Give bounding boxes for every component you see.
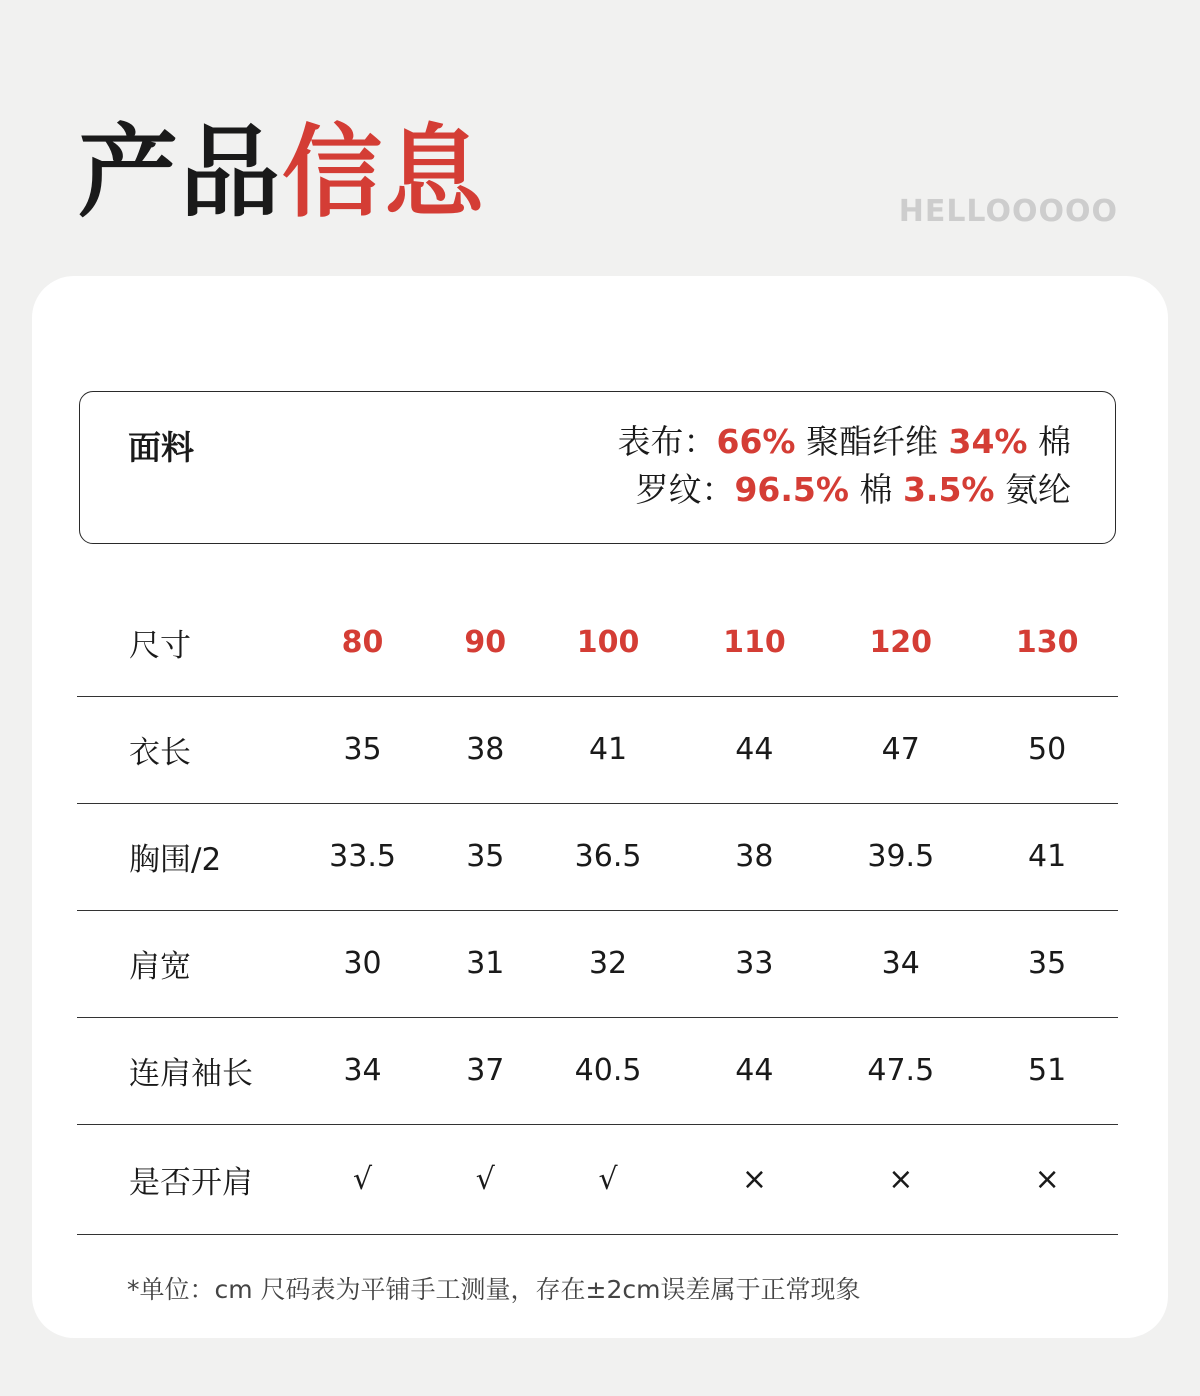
shell-mat2: 棉 xyxy=(1038,422,1071,461)
table-cell: 47.5 xyxy=(825,1017,976,1124)
table-row xyxy=(77,910,1118,1017)
size-header-label: 尺寸 xyxy=(129,627,191,664)
cross-mark: × xyxy=(825,1124,976,1234)
table-cell: 34 xyxy=(825,910,976,1017)
table-cell: 35 xyxy=(287,696,438,803)
table-cell: 47 xyxy=(825,696,976,803)
size-header-cell: 90 xyxy=(464,624,507,660)
size-header-cell: 120 xyxy=(869,624,933,660)
size-header-cell: 80 xyxy=(341,624,384,660)
table-cell: 37 xyxy=(438,1017,532,1124)
table-cell: 44 xyxy=(684,696,826,803)
row-label: 肩宽 xyxy=(77,910,287,1017)
row-label: 是否开肩 xyxy=(77,1124,287,1234)
table-cell: 38 xyxy=(684,803,826,910)
info-card xyxy=(32,276,1168,1338)
size-table xyxy=(77,589,1118,1235)
fabric-label: 面料 xyxy=(128,428,194,467)
rib-mat1: 棉 xyxy=(859,470,893,509)
size-header-row xyxy=(77,589,1118,696)
table-cell: 41 xyxy=(533,696,684,803)
rib-prefix: 罗纹： xyxy=(635,470,735,509)
size-header-cell: 110 xyxy=(723,624,786,660)
check-mark: √ xyxy=(287,1124,438,1234)
size-header-cell: 100 xyxy=(576,624,640,660)
table-cell: 35 xyxy=(976,910,1118,1017)
row-label: 连肩袖长 xyxy=(77,1017,287,1124)
table-cell: 32 xyxy=(533,910,684,1017)
table-cell: 38 xyxy=(438,696,532,803)
table-cell: 39.5 xyxy=(825,803,976,910)
cross-mark: × xyxy=(976,1124,1118,1234)
table-cell: 50 xyxy=(976,696,1118,803)
table-cell: 51 xyxy=(976,1017,1118,1124)
fabric-line-shell xyxy=(618,418,1072,466)
title-part2: 信息 xyxy=(282,114,486,231)
shell-pct2: 34% xyxy=(948,422,1028,461)
title-part1: 产品 xyxy=(78,114,282,231)
rib-pct2: 3.5% xyxy=(902,470,995,509)
table-cell: 35 xyxy=(438,803,532,910)
table-cell: 34 xyxy=(287,1017,438,1124)
size-header-cell: 130 xyxy=(1015,624,1079,660)
check-mark: √ xyxy=(438,1124,532,1234)
measurement-note: *单位：cm 尺码表为平铺手工测量，存在±2cm误差属于正常现象 xyxy=(127,1275,861,1304)
cross-mark: × xyxy=(684,1124,826,1234)
fabric-composition xyxy=(618,418,1072,514)
row-label: 衣长 xyxy=(77,696,287,803)
shell-pct1: 66% xyxy=(716,422,796,461)
page-title xyxy=(78,114,486,231)
table-row xyxy=(77,1017,1118,1124)
rib-mat2: 氨纶 xyxy=(1005,470,1071,509)
table-cell: 30 xyxy=(287,910,438,1017)
table-cell: 40.5 xyxy=(533,1017,684,1124)
fabric-box xyxy=(79,391,1116,544)
table-row xyxy=(77,696,1118,803)
table-cell: 41 xyxy=(976,803,1118,910)
check-mark: √ xyxy=(533,1124,684,1234)
watermark-text: HELLOOOOO xyxy=(898,194,1118,229)
table-cell: 36.5 xyxy=(533,803,684,910)
shell-prefix: 表布： xyxy=(617,422,717,461)
table-cell: 31 xyxy=(438,910,532,1017)
table-cell: 33 xyxy=(684,910,826,1017)
shell-mat1: 聚酯纤维 xyxy=(806,422,938,461)
table-row xyxy=(77,1124,1118,1234)
rib-pct1: 96.5% xyxy=(734,470,849,509)
table-row xyxy=(77,803,1118,910)
row-label: 胸围/2 xyxy=(77,803,287,910)
table-cell: 44 xyxy=(684,1017,826,1124)
fabric-line-rib xyxy=(618,466,1072,514)
table-cell: 33.5 xyxy=(287,803,438,910)
